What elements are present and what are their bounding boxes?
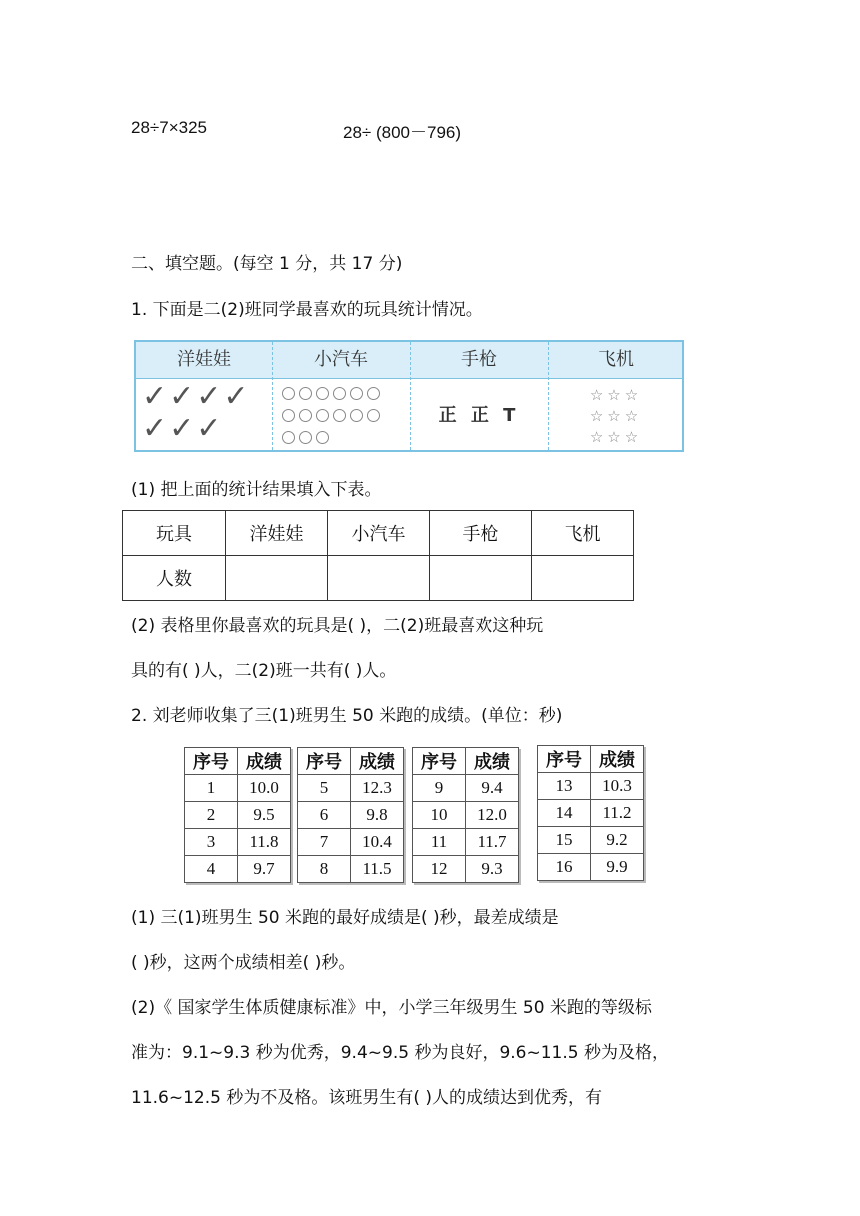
score-number: 9 [413, 775, 466, 802]
tally-circles [274, 379, 410, 458]
score-number: 4 [185, 856, 238, 883]
score-value: 12.3 [351, 775, 404, 802]
q2-sub1-line1: (1) 三(1)班男生 50 米跑的最好成绩是( )秒，最差成绩是 [131, 908, 559, 928]
tally-chart [134, 340, 684, 452]
tally-header-plane: 飞机 [598, 349, 634, 370]
fill-cell: 洋娃娃 [226, 511, 328, 556]
score-table-header: 成绩 [466, 748, 519, 775]
star-icon-row: ☆☆☆ [589, 407, 643, 425]
q1-intro: 1. 下面是二(2)班同学最喜欢的玩具统计情况。 [131, 300, 483, 320]
fill-in-table [122, 510, 634, 601]
score-table-header: 序号 [538, 746, 591, 773]
score-value: 10.4 [351, 829, 404, 856]
score-table [537, 745, 644, 881]
fill-answer-cell[interactable] [226, 556, 328, 601]
circle-mark-icon [282, 431, 295, 444]
fill-cell: 玩具 [123, 511, 226, 556]
tally-zheng-marks: 正 正 T [438, 405, 520, 426]
tally-stars [548, 379, 684, 458]
tally-header-gun: 手枪 [461, 349, 497, 370]
q2-sub2-line1: (2)《 国家学生体质健康标准》中，小学三年级男生 50 米跑的等级标 [131, 998, 652, 1018]
score-value: 11.7 [466, 829, 519, 856]
q1-sub1: (1) 把上面的统计结果填入下表。 [131, 480, 382, 500]
score-number: 10 [413, 802, 466, 829]
score-value: 9.8 [351, 802, 404, 829]
score-number: 12 [413, 856, 466, 883]
score-number: 1 [185, 775, 238, 802]
score-table-header: 序号 [298, 748, 351, 775]
score-value: 9.5 [238, 802, 291, 829]
q1-sub2-line2: 具的有( )人，二(2)班一共有( )人。 [131, 661, 397, 681]
q2-sub1-line2: ( )秒，这两个成绩相差( )秒。 [131, 953, 356, 973]
score-value: 12.0 [466, 802, 519, 829]
score-table [184, 747, 291, 883]
circle-mark-icon [316, 431, 329, 444]
score-number: 11 [413, 829, 466, 856]
circle-mark-icon [316, 387, 329, 400]
circle-mark-icon [350, 387, 363, 400]
circle-mark-icon [333, 409, 346, 422]
tally-header-car: 小汽车 [314, 349, 368, 370]
fill-answer-cell[interactable] [430, 556, 532, 601]
check-marks-row: ✓✓✓ [142, 411, 224, 446]
score-value: 11.8 [238, 829, 291, 856]
calc-expression-2: 28÷ (800－796) [343, 123, 462, 142]
tally-divider [272, 342, 273, 450]
check-marks-row: ✓✓✓✓ [142, 379, 251, 414]
score-table-header: 序号 [185, 748, 238, 775]
score-number: 3 [185, 829, 238, 856]
fill-answer-cell[interactable] [328, 556, 430, 601]
circle-mark-icon [299, 409, 312, 422]
circle-mark-icon [299, 431, 312, 444]
score-table [412, 747, 519, 883]
score-table-header: 成绩 [238, 748, 291, 775]
score-value: 9.7 [238, 856, 291, 883]
fill-cell: 手枪 [430, 511, 532, 556]
q2-sub2-line3: 11.6~12.5 秒为不及格。该班男生有( )人的成绩达到优秀，有 [131, 1088, 603, 1108]
score-number: 15 [538, 827, 591, 854]
fill-cell: 小汽车 [328, 511, 430, 556]
score-number: 2 [185, 802, 238, 829]
score-number: 8 [298, 856, 351, 883]
section-heading: 二、填空题。(每空 1 分，共 17 分) [131, 254, 403, 274]
score-value: 10.3 [591, 773, 644, 800]
score-value: 9.9 [591, 854, 644, 881]
score-value: 9.2 [591, 827, 644, 854]
score-value: 10.0 [238, 775, 291, 802]
star-icon-row: ☆☆☆ [589, 428, 643, 446]
fill-answer-cell[interactable] [532, 556, 634, 601]
circle-mark-icon [350, 409, 363, 422]
score-table-header: 成绩 [351, 748, 404, 775]
circle-mark-icon [299, 387, 312, 400]
score-number: 5 [298, 775, 351, 802]
score-value: 11.2 [591, 800, 644, 827]
score-number: 16 [538, 854, 591, 881]
circle-mark-icon [316, 409, 329, 422]
score-table [297, 747, 404, 883]
circle-mark-icon [367, 387, 380, 400]
score-number: 14 [538, 800, 591, 827]
fill-cell: 人数 [123, 556, 226, 601]
q2-intro: 2. 刘老师收集了三(1)班男生 50 米跑的成绩。(单位：秒) [131, 706, 563, 726]
score-number: 13 [538, 773, 591, 800]
score-value: 9.3 [466, 856, 519, 883]
circle-mark-icon [282, 387, 295, 400]
calc-expression-1: 28÷7×325 [131, 118, 207, 137]
q2-sub2-line2: 准为：9.1~9.3 秒为优秀，9.4~9.5 秒为良好，9.6~11.5 秒为及格， [131, 1043, 669, 1063]
score-number: 7 [298, 829, 351, 856]
fill-cell: 飞机 [532, 511, 634, 556]
circle-mark-icon [367, 409, 380, 422]
score-value: 9.4 [466, 775, 519, 802]
q1-sub2-line1: (2) 表格里你最喜欢的玩具是( )，二(2)班最喜欢这种玩 [131, 616, 544, 636]
score-value: 11.5 [351, 856, 404, 883]
tally-checks [136, 379, 272, 454]
score-table-header: 序号 [413, 748, 466, 775]
tally-header-doll: 洋娃娃 [177, 349, 231, 370]
circle-mark-icon [282, 409, 295, 422]
circle-mark-icon [333, 387, 346, 400]
score-number: 6 [298, 802, 351, 829]
star-icon-row: ☆☆☆ [589, 386, 643, 404]
score-table-header: 成绩 [591, 746, 644, 773]
